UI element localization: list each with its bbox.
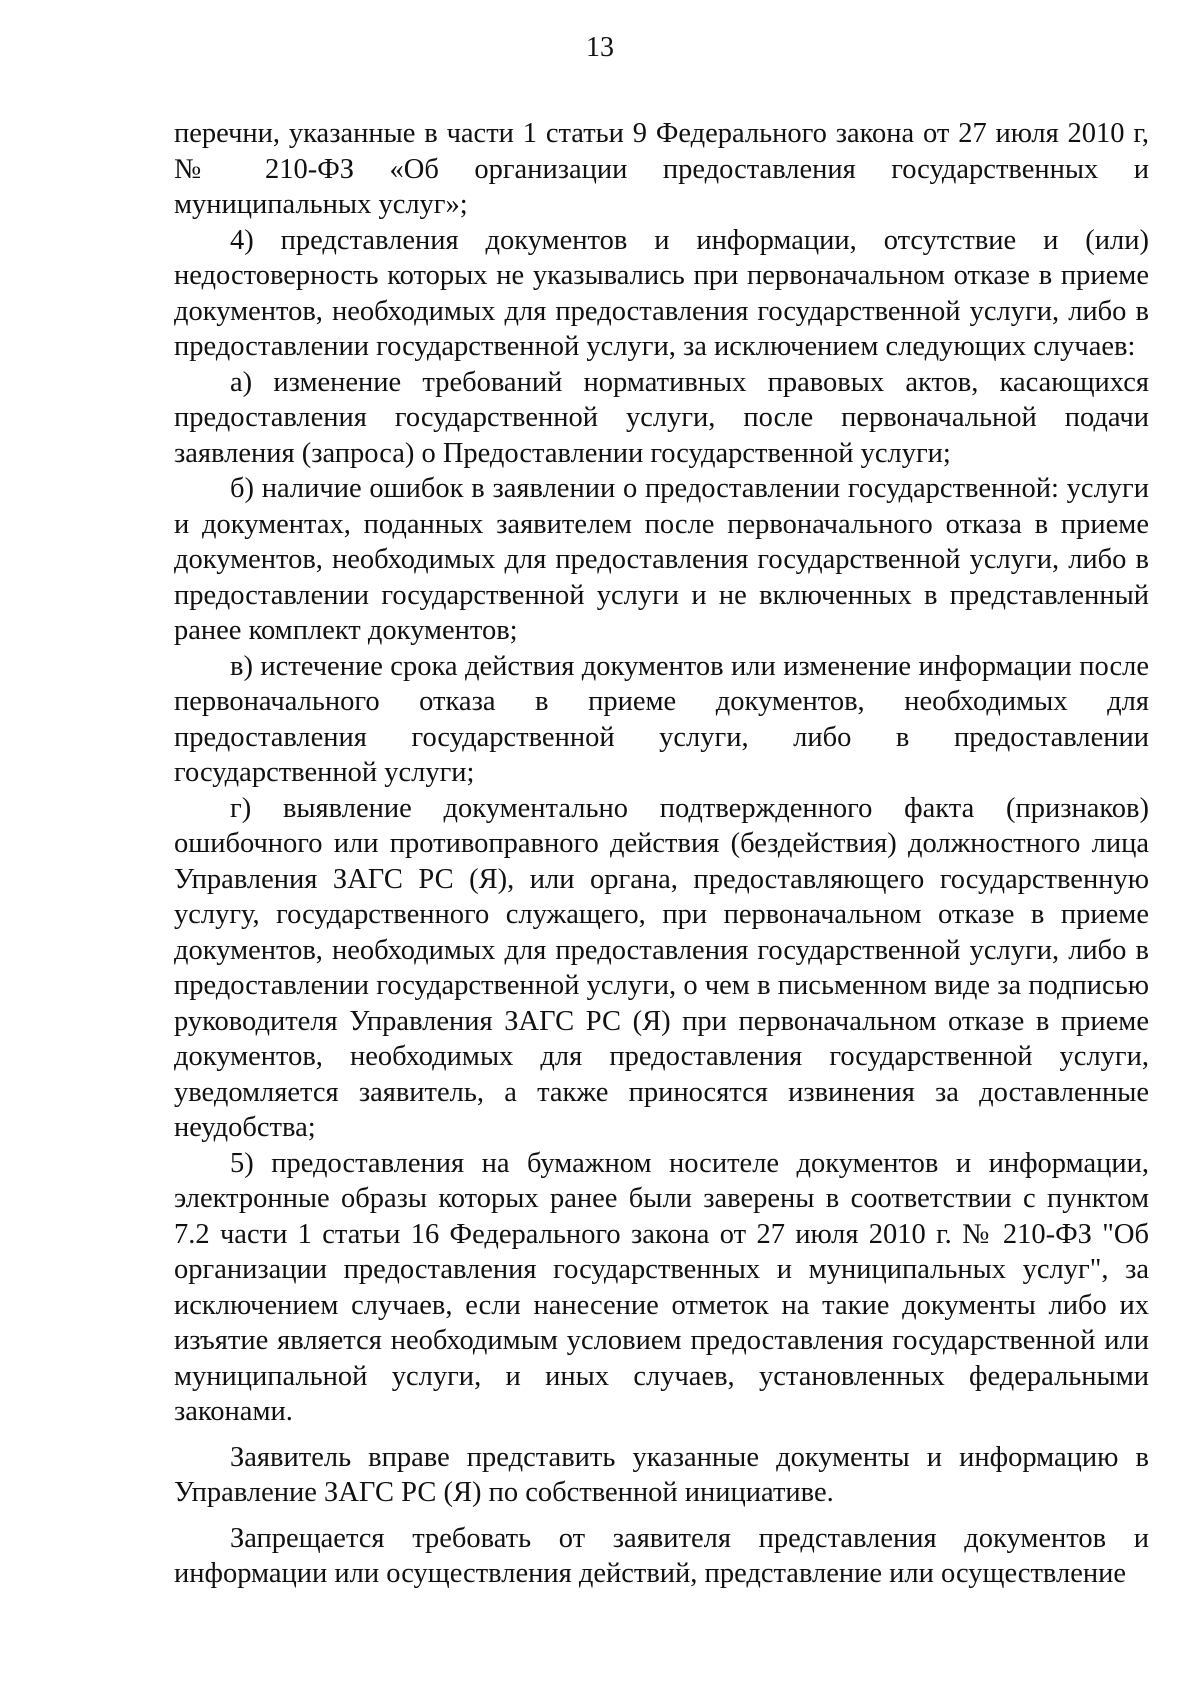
paragraph-item-4: 4) представления документов и информации, отсутствие и (или) недостоверность которых не указывались при первоначальном отказе в приеме документов, необходимых для предоставления государственной услуги, либо в предоставлении государственной услуги, за исключением следующих случаев:: [174, 224, 1149, 362]
paragraph-list-continuation: перечни, указанные в части 1 статьи 9 Федерального закона от 27 июля 2010 г, № 210-ФЗ «Об организации предоставления государственных и муниципальных услуг»;: [174, 118, 1149, 220]
page-number: 13: [586, 32, 614, 63]
document-body: [174, 116, 1149, 1592]
paragraph-item-5: 5) предоставления на бумажном носителе документов и информации, электронные образы которых ранее были заверены в соответствии с пунктом 7.2 части 1 статьи 16 Федерального закона от 27 июля 2010 г. № 210-ФЗ "Об организации предоставления государственных и муниципальных услуг", за исключением случаев, если нанесение отметок на такие документы либо их изъятие является необходимым условием предоставления государственной или муниципальной услуги, и иных случаев, установленных федеральными законами.: [174, 1147, 1149, 1427]
paragraph-subitem-a: а) изменение требований нормативных правовых актов, касающихся предоставления государственной услуги, после первоначальной подачи заявления (запроса) о Предоставлении государственной услуги;: [174, 366, 1149, 469]
paragraph-prohibition: Запрещается требовать от заявителя представления документов и информации или осуществления действий, представление или осуществление: [174, 1522, 1149, 1589]
paragraph-applicant-right: Заявитель вправе представить указанные документы и информацию в Управление ЗАГС РС (Я) по собственной инициативе.: [174, 1441, 1149, 1508]
paragraph-subitem-b: б) наличие ошибок в заявлении о предоставлении государственной: услуги и документах, поданных заявителем после первоначального отказа в приеме документов, необходимых для предоставления государственной услуги, либо в предоставлении государственной услуги и не включенных в представленный ранее комплект документов;: [174, 473, 1149, 646]
paragraph-subitem-g: г) выявление документально подтвержденного факта (признаков) ошибочного или противоправного действия (бездействия) должностного лица Управления ЗАГС РС (Я), или органа, предоставляющего государственную услугу, государственного служащего, при первоначальном отказе в приеме документов, необходимых для предоставления государственной услуги, либо в предоставлении государственной услуги, о чем в письменном виде за подписью руководителя Управления ЗАГС РС (Я) при первоначальном отказе в приеме документов, необходимых для предоставления государственной услуги, уведомляется заявитель, а также приносятся извинения за доставленные неудобства;: [174, 792, 1149, 1143]
paragraph-subitem-v: в) истечение срока действия документов или изменение информации после первоначального отказа в приеме документов, необходимых для предоставления государственной услуги, либо в предоставлении государственной услуги;: [174, 650, 1149, 788]
